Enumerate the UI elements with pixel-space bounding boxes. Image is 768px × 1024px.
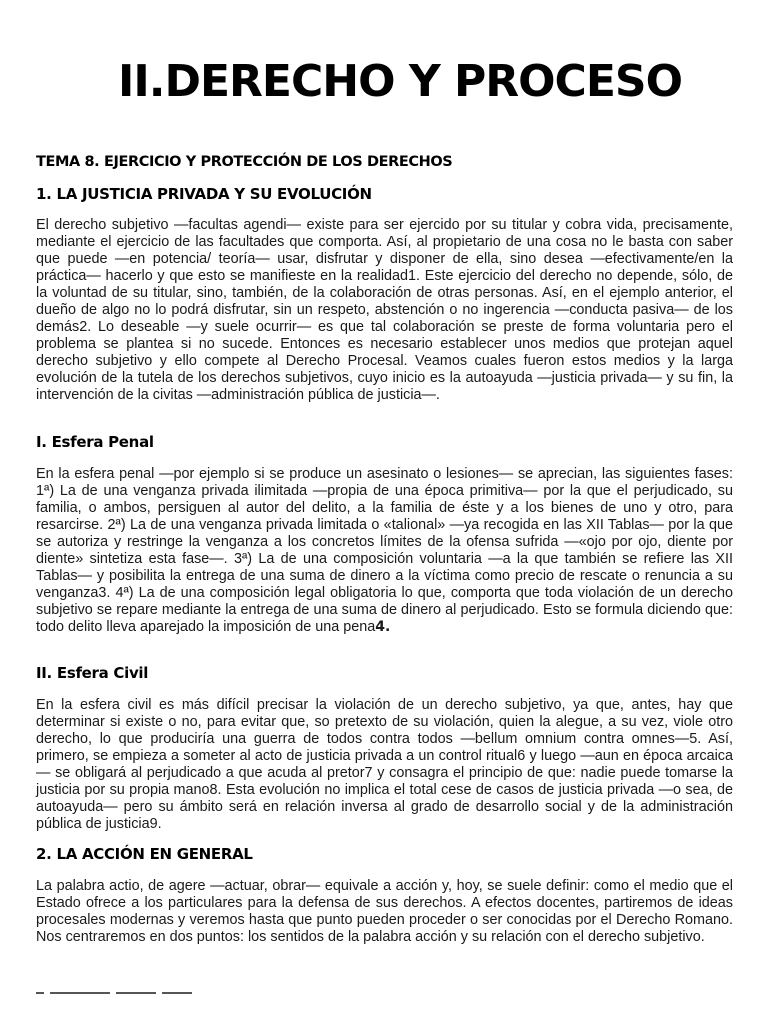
cut-off-text-line	[36, 992, 236, 998]
paragraph-esfera-penal	[36, 466, 733, 636]
footnote-marker: 4.	[375, 619, 391, 635]
paragraph-esfera-civil: En la esfera civil es más difícil precisar la violación de un derecho subjetivo, ya que, antes, hay que determinar si existe o no, para evitar que, so pretexto de su violación, quien la alegue, a su vez, viole otro derecho, lo que produciría una guerra de todos contra todos —bellum omnium contra omnes—5. Así, primero, se empieza a someter al acto de justicia privada a un control ritual6 y luego —aun en época arcaica— se obligará al perjudicado a que acuda al pretor7 y consagra el principio de que: nadie puede tomarse la justicia por su propia mano8. Esta evolución no implica el total cese de casos de justicia privada —o sea, de autoayuda— pero su ámbito será en relación inversa al grado de desarrollo social y de la administración pública de justicia9.	[36, 697, 733, 832]
section-heading-justicia-privada: 1. LA JUSTICIA PRIVADA Y SU EVOLUCIÓN	[36, 185, 372, 203]
subheading-esfera-penal: I. Esfera Penal	[36, 433, 154, 451]
section-heading-accion-general: 2. LA ACCIÓN EN GENERAL	[36, 845, 253, 863]
paragraph-justicia-privada: El derecho subjetivo —facultas agendi— existe para ser ejercido por su titular y cobra vida, precisamente, mediante el ejercicio de las facultades que comporta. Así, al propietario de una cosa no le basta con saber que puede —en potencia/ teoría— usar, disfrutar y disponer de ella, sino desea —efectivamente/en la práctica— hacerlo y que esto se manifieste en la realidad1. Este ejercicio del derecho no depende, sólo, de la voluntad de su titular, sino, también, de la colaboración de otras personas. Así, en el ejemplo anterior, el dueño de algo no lo podrá disfrutar, sin un respeto, abstención o no ingerencia —conducta pasiva— de los demás2. Lo deseable —y suele ocurrir— es que tal colaboración se preste de forma voluntaria pero el problema se plantea si no sucede. Entonces es necesario establecer unos medios que protejan aquel derecho subjetivo y ello compete al Derecho Procesal. Veamos cuales fueron estos medios y la larga evolución de la tutela de los derechos subjetivos, cuyo inicio es la autoayuda —justicia privada— y su fin, la intervención de la civitas —administración pública de justicia—.	[36, 217, 733, 403]
paragraph-esfera-penal-text: En la esfera penal —por ejemplo si se produce un asesinato o lesiones— se aprecian, las siguientes fases: 1ª) La de una venganza privada ilimitada —propia de una época primitiva— por la que el perjudicado, su familia, o ambos, persiguen al autor del delito, a la familia de éste y a los bienes de uno y otro, para resarcirse. 2ª) La de una venganza privada limitada o «talional» —ya recogida en las XII Tablas— por la que se autoriza y restringe la venganza a los concretos límites de la ofensa sufrida —«ojo por ojo, diente por diente» sintetiza esta fase—. 3ª) La de una composición voluntaria —a la que también se refiere las XII Tablas— y posibilita la entrega de una suma de dinero a la víctima como precio de rescate o renuncia a su venganza3. 4ª) La de una composición legal obligatoria lo que, comporta que toda violación de un derecho subjetivo se repare mediante la entrega de una suma de dinero al perjudicado. Esto se formula diciendo que: todo delito lleva aparejado la imposición de una pena	[36, 466, 733, 635]
page-title: II.DERECHO Y PROCESO	[118, 56, 682, 107]
subheading-esfera-civil: II. Esfera Civil	[36, 664, 149, 682]
topic-heading: TEMA 8. EJERCICIO Y PROTECCIÓN DE LOS DERECHOS	[36, 154, 453, 170]
paragraph-accion-general: La palabra actio, de agere —actuar, obrar— equivale a acción y, hoy, se suele definir: como el medio que el Estado ofrece a los particulares para la defensa de sus derechos. A efectos docentes, partiremos de ideas procesales modernas y veremos hasta que punto pueden proceder o ser conocidas por el Derecho Romano. Nos centraremos en dos puntos: los sentidos de la palabra acción y su relación con el derecho subjetivo.	[36, 878, 733, 945]
